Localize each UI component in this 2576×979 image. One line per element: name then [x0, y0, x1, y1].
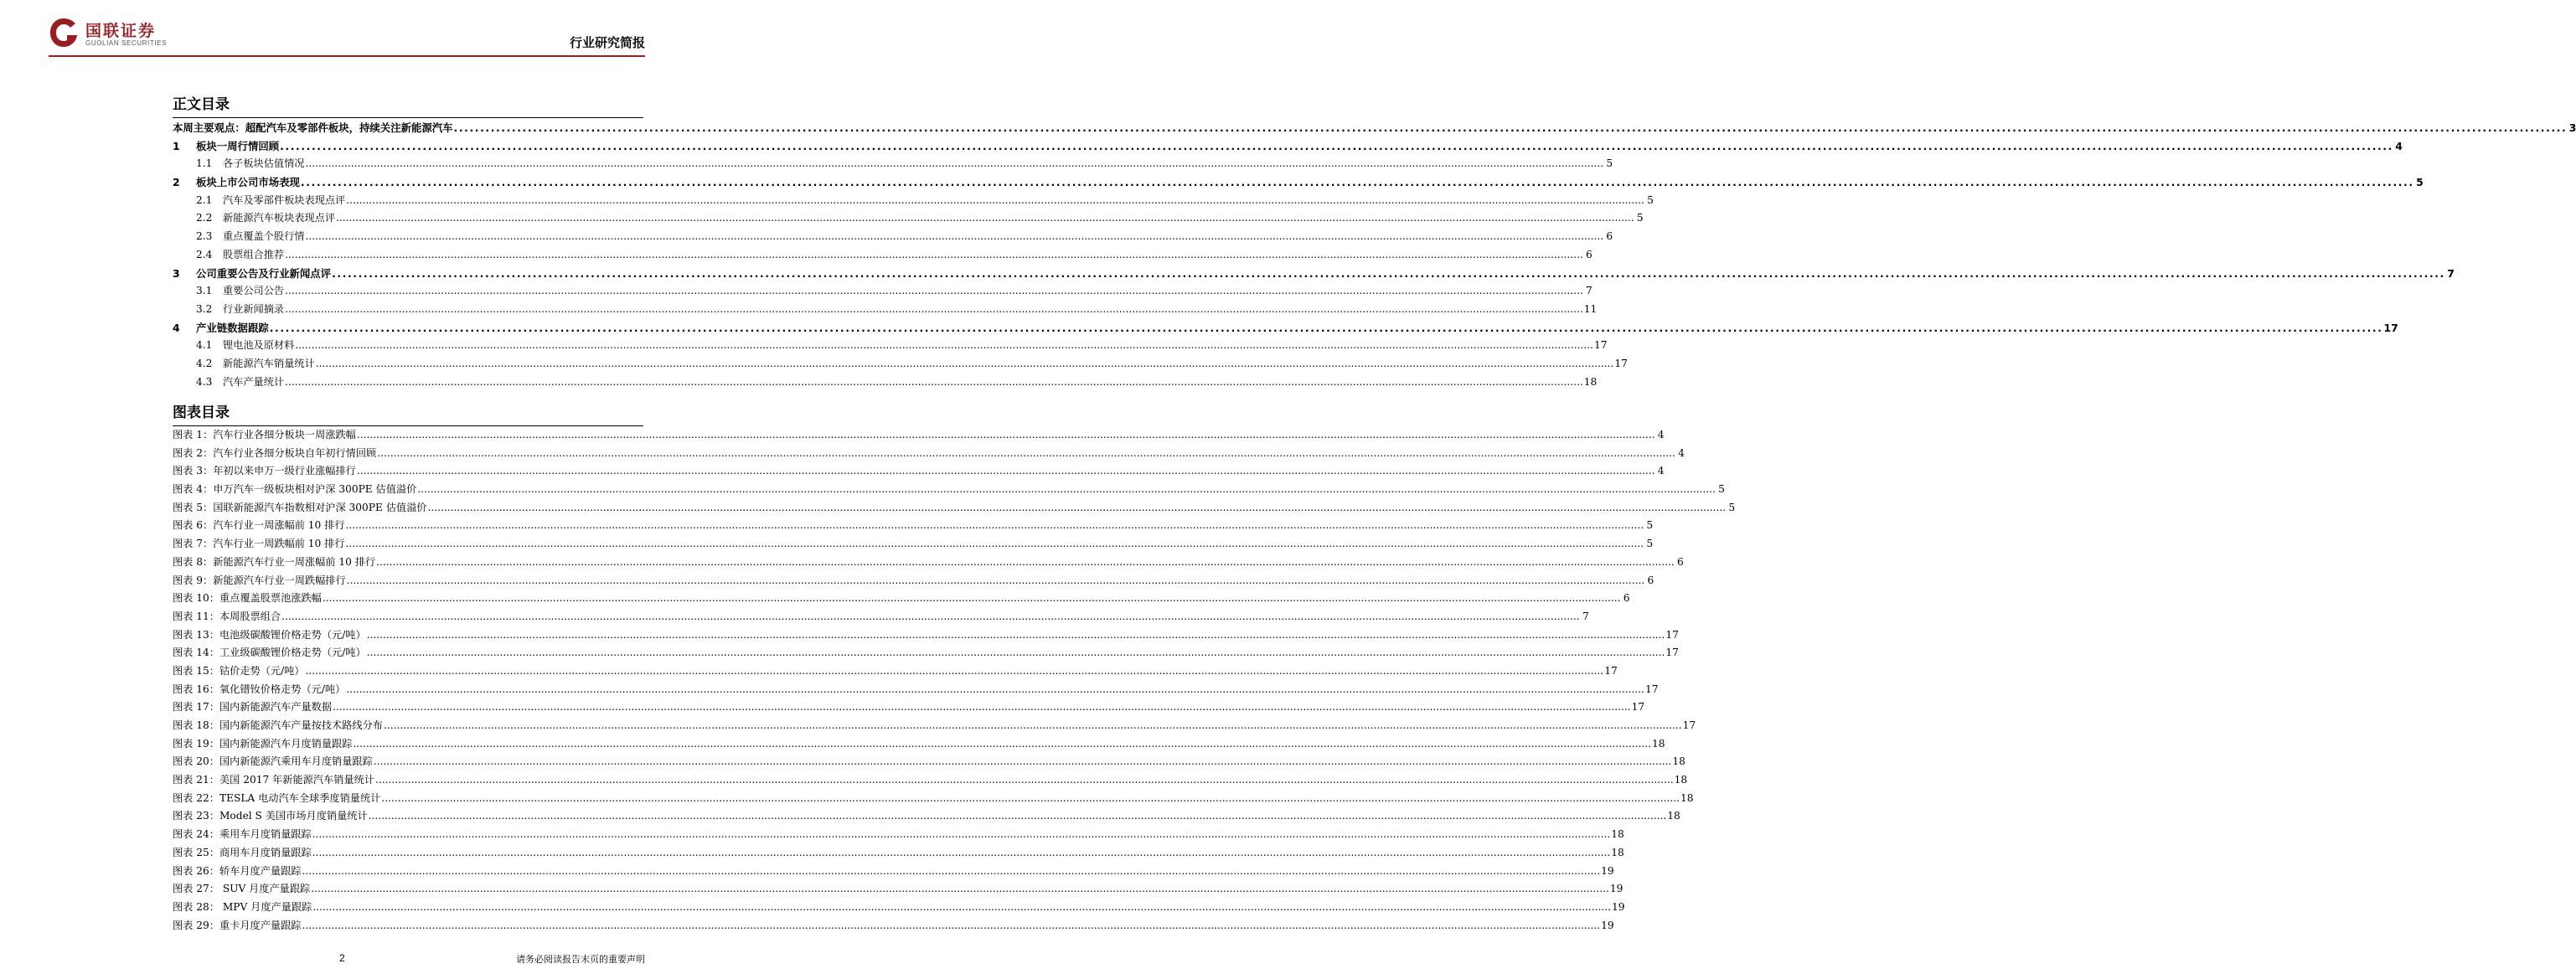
toc-entry-number: 3.2: [196, 302, 213, 315]
figure-entry[interactable]: [173, 682, 1659, 700]
page-ref: 18: [1611, 846, 1624, 858]
toc-entry-label: 公司重要公告及行业新闻点评: [196, 266, 332, 280]
page-header: [0, 0, 693, 60]
page-ref: 18: [1680, 791, 1694, 804]
figure-entry[interactable]: [173, 645, 1679, 663]
toc-entry[interactable]: [173, 174, 2424, 193]
page-ref: 17: [1644, 683, 1659, 695]
page-ref: 4: [1657, 429, 1665, 441]
figure-entry[interactable]: [173, 463, 1665, 482]
toc-entry-number: 4.3: [196, 375, 213, 388]
figure-entry-label: 图表 4：申万汽车一级板块相对沪深 300PE 估值溢价: [173, 483, 417, 496]
page-ref: 17: [1682, 719, 1696, 731]
figure-entry[interactable]: [173, 518, 1654, 536]
dot-leader: ................................................................................................................................................................................................................................................................................................................................................................................................................: [368, 810, 1667, 822]
dot-leader: ................................................................................................................................................................................................................................................................................................................................................................................................................: [333, 701, 1631, 714]
page-ref: 17: [1665, 628, 1679, 641]
figure-entry-label: 图表 27： SUV 月度产量跟踪: [173, 883, 311, 895]
page-ref: 17: [1604, 664, 1618, 677]
toc-entry[interactable]: [173, 283, 1593, 301]
figure-entry[interactable]: [173, 808, 1680, 827]
dot-leader: ................................................................................................................................................................................................................................................................................................................................................................................................................: [281, 610, 1580, 622]
dot-leader: ................................................................................................................................................................................................................................................................................................................................................................................................................: [373, 755, 1672, 768]
dot-leader: ................................................................................................................................................................................................................................................................................................................................................................................................................: [311, 883, 1609, 895]
dot-leader: ................................................................................................................................................................................................................................................................................................................................................................................................................: [336, 212, 1634, 224]
toc-entry[interactable]: [173, 210, 1644, 229]
toc-entry[interactable]: [173, 301, 1598, 320]
dot-leader: ................................................................................................................................................................................................................................................................................................................................................................................................................: [302, 919, 1601, 931]
dot-leader: ................................................................................................................................................................................................................................................................................................................................................................................................................: [332, 266, 2445, 280]
dot-leader: ................................................................................................................................................................................................................................................................................................................................................................................................................: [345, 538, 1644, 550]
page-ref: 5: [1728, 501, 1736, 513]
toc-entry-label: 行业新闻摘录: [223, 302, 285, 315]
figure-entry-label: 图表 7：汽车行业一周跌幅前 10 排行: [173, 538, 345, 550]
toc-entry-number: 4: [173, 321, 180, 334]
figure-entry[interactable]: [173, 536, 1654, 554]
toc-entry-label: 新能源汽车板块表现点评: [223, 212, 336, 224]
figure-entry-label: 图表 18：国内新能源汽车产量按技术路线分布: [173, 719, 383, 731]
figure-entry[interactable]: [173, 863, 1614, 882]
page-ref: 5: [1646, 538, 1654, 550]
page-ref: 6: [1647, 574, 1655, 586]
figure-entry[interactable]: [173, 699, 1645, 718]
dot-leader: ................................................................................................................................................................................................................................................................................................................................................................................................................: [305, 157, 1604, 170]
figure-entry-label: 图表 10：重点覆盖股票池涨跌幅: [173, 592, 322, 605]
figure-entry-label: 图表 11：本周股票组合: [173, 610, 281, 622]
dot-leader: ................................................................................................................................................................................................................................................................................................................................................................................................................: [285, 248, 1583, 260]
toc-entry[interactable]: [173, 138, 2403, 157]
toc-entry-label: 板块上市公司市场表现: [196, 176, 300, 189]
toc-entry[interactable]: [173, 337, 1608, 356]
dot-leader: ................................................................................................................................................................................................................................................................................................................................................................................................................: [300, 176, 2414, 189]
figure-entry[interactable]: [173, 899, 1625, 918]
dot-leader: ................................................................................................................................................................................................................................................................................................................................................................................................................: [302, 864, 1601, 877]
figure-entry[interactable]: [173, 627, 1679, 646]
figure-entry-label: 图表 25：商用车月度销量跟踪: [173, 846, 312, 858]
page-ref: 7: [2447, 266, 2455, 280]
dot-leader: ................................................................................................................................................................................................................................................................................................................................................................................................................: [285, 302, 1583, 315]
page-ref: 5: [2416, 176, 2424, 189]
page-ref: 17: [1614, 357, 1628, 369]
figure-entry[interactable]: [173, 845, 1624, 863]
figure-entry[interactable]: [173, 754, 1685, 772]
page-ref: 19: [1611, 900, 1625, 913]
dot-leader: ................................................................................................................................................................................................................................................................................................................................................................................................................: [353, 737, 1652, 750]
page-ref: 19: [1601, 864, 1614, 877]
dot-leader: ................................................................................................................................................................................................................................................................................................................................................................................................................: [312, 828, 1611, 841]
page-ref: 5: [1718, 483, 1725, 496]
figure-entry[interactable]: [173, 827, 1624, 845]
page-ref: 6: [1623, 592, 1630, 605]
figure-entry-label: 图表 1：汽车行业各细分板块一周涨跌幅: [173, 429, 356, 441]
page-ref: 18: [1583, 375, 1598, 388]
figure-entry-label: 图表 19：国内新能源汽车月度销量跟踪: [173, 737, 353, 750]
toc-entry[interactable]: [173, 265, 2455, 284]
page-ref: 18: [1672, 755, 1685, 768]
figure-entry-label: 图表 28： MPV 月度产量跟踪: [173, 900, 312, 913]
figure-entry[interactable]: [173, 609, 1589, 627]
page-ref: 6: [1676, 555, 1684, 568]
figure-entry-label: 图表 5：国联新能源汽车指数相对沪深 300PE 估值溢价: [173, 501, 427, 513]
page-ref: 17: [1631, 701, 1645, 714]
toc-entry-label: 新能源汽车销量统计: [223, 357, 315, 369]
toc-entry-label: 锂电池及原材料: [223, 339, 295, 352]
dot-leader: ................................................................................................................................................................................................................................................................................................................................................................................................................: [315, 357, 1614, 369]
toc-entry-label: 汽车及零部件板块表现点评: [223, 193, 346, 206]
header-divider: [49, 55, 645, 57]
figure-entry[interactable]: [173, 573, 1655, 591]
dot-leader: ................................................................................................................................................................................................................................................................................................................................................................................................................: [346, 683, 1644, 695]
dot-leader: ................................................................................................................................................................................................................................................................................................................................................................................................................: [356, 465, 1655, 477]
page-ref: 5: [1646, 519, 1654, 532]
figure-entry[interactable]: [173, 500, 1736, 518]
figures-top-rule: [173, 425, 643, 426]
figure-entry-label: 图表 13：电池级碳酸锂价格走势（元/吨）: [173, 628, 366, 641]
dot-leader: ................................................................................................................................................................................................................................................................................................................................................................................................................: [322, 592, 1621, 605]
figure-entry[interactable]: [173, 427, 1665, 446]
dot-leader: ................................................................................................................................................................................................................................................................................................................................................................................................................: [295, 339, 1593, 352]
figure-entry-label: 图表 22：TESLA 电动汽车全球季度销量统计: [173, 791, 381, 804]
figure-entry-label: 图表 21：美国 2017 年新能源汽车销量统计: [173, 774, 374, 786]
guolian-logo-icon: [49, 17, 79, 49]
toc-entry-number: 2.3: [196, 230, 213, 243]
figure-entry[interactable]: [173, 881, 1624, 899]
dot-leader: ................................................................................................................................................................................................................................................................................................................................................................................................................: [453, 121, 2568, 134]
dot-leader: ................................................................................................................................................................................................................................................................................................................................................................................................................: [383, 719, 1682, 731]
figure-entry-label: 图表 20：国内新能源汽乘用车月度销量跟踪: [173, 755, 373, 768]
toc-top-rule: [173, 117, 643, 118]
dot-leader: ................................................................................................................................................................................................................................................................................................................................................................................................................: [374, 774, 1674, 786]
figures-title: 图表目录: [173, 404, 230, 421]
page-ref: 4: [2395, 139, 2403, 152]
page-ref: 6: [1606, 230, 1613, 243]
report-type: 行业研究简报: [569, 35, 645, 50]
toc-entry-number: 3.1: [196, 285, 213, 297]
figure-entry[interactable]: [173, 554, 1684, 573]
toc-entry[interactable]: [173, 320, 2398, 338]
figure-entry[interactable]: [173, 446, 1685, 464]
logo-chinese-text: 国联证券: [85, 22, 157, 40]
page-ref: 18: [1667, 810, 1680, 822]
dot-leader: ................................................................................................................................................................................................................................................................................................................................................................................................................: [346, 193, 1644, 206]
company-logo: [49, 17, 183, 50]
dot-leader: ................................................................................................................................................................................................................................................................................................................................................................................................................: [305, 230, 1604, 243]
dot-leader: ................................................................................................................................................................................................................................................................................................................................................................................................................: [285, 285, 1583, 297]
toc-entry-number: 2.1: [196, 193, 213, 206]
toc-entry[interactable]: [173, 193, 1654, 211]
toc-entry-number: 2.4: [196, 248, 213, 260]
dot-leader: ................................................................................................................................................................................................................................................................................................................................................................................................................: [376, 555, 1675, 568]
figure-entry[interactable]: [173, 791, 1694, 809]
toc-entry-label: 汽车产量统计: [223, 375, 285, 388]
page-ref: 3: [2568, 121, 2576, 134]
figure-entry-label: 图表 2：汽车行业各细分板块自年初行情回顾: [173, 446, 377, 459]
figure-entry-label: 图表 3：年初以来申万一级行业涨幅排行: [173, 465, 356, 477]
toc-entry-label: 本周主要观点：超配汽车及零部件板块，持续关注新能源汽车: [173, 121, 453, 134]
page-ref: 18: [1652, 737, 1665, 750]
toc-entry-number: 2.2: [196, 212, 213, 224]
dot-leader: ................................................................................................................................................................................................................................................................................................................................................................................................................: [312, 900, 1611, 913]
page-ref: 6: [1585, 248, 1593, 260]
dot-leader: ................................................................................................................................................................................................................................................................................................................................................................................................................: [346, 574, 1645, 586]
toc-entry-label: 重要公司公告: [223, 285, 285, 297]
dot-leader: ................................................................................................................................................................................................................................................................................................................................................................................................................: [280, 139, 2393, 152]
toc-entry-label: 各子板块估值情况: [223, 157, 305, 170]
page-ref: 5: [1636, 212, 1644, 224]
toc-entry[interactable]: [173, 374, 1598, 393]
page-ref: 19: [1609, 883, 1624, 895]
dot-leader: ................................................................................................................................................................................................................................................................................................................................................................................................................: [305, 664, 1604, 677]
figure-entry[interactable]: [173, 718, 1696, 736]
figure-entry-label: 图表 17：国内新能源汽车产量数据: [173, 701, 333, 714]
toc-entry-label: 股票组合推荐: [223, 248, 285, 260]
dot-leader: ................................................................................................................................................................................................................................................................................................................................................................................................................: [366, 647, 1665, 659]
page-number: 2: [339, 952, 345, 964]
figure-entry-label: 图表 15：钴价走势（元/吨）: [173, 664, 305, 677]
dot-leader: ................................................................................................................................................................................................................................................................................................................................................................................................................: [427, 501, 1727, 513]
toc-entry[interactable]: [173, 247, 1593, 265]
logo-english-text: GUOLIAN SECURITIES: [85, 39, 168, 47]
page-ref: 17: [2383, 321, 2398, 334]
figure-entry-label: 图表 8：新能源汽车行业一周涨幅前 10 排行: [173, 555, 376, 568]
toc-entry-label: 产业链数据跟踪: [196, 321, 269, 334]
dot-leader: ................................................................................................................................................................................................................................................................................................................................................................................................................: [285, 375, 1583, 388]
page-ref: 17: [1665, 647, 1679, 659]
figure-entry-label: 图表 26：轿车月度产量跟踪: [173, 864, 302, 877]
dot-leader: ................................................................................................................................................................................................................................................................................................................................................................................................................: [269, 321, 2383, 334]
figure-entry[interactable]: [173, 590, 1630, 609]
page-ref: 18: [1611, 828, 1624, 841]
figure-entry-label: 图表 14：工业级碳酸锂价格走势（元/吨）: [173, 647, 366, 659]
figure-entry[interactable]: [173, 772, 1688, 791]
page-ref: 7: [1582, 610, 1589, 622]
dot-leader: ................................................................................................................................................................................................................................................................................................................................................................................................................: [345, 519, 1644, 532]
toc-entry-label: 重点覆盖个股行情: [223, 230, 305, 243]
figure-entry[interactable]: [173, 663, 1618, 682]
toc-entry[interactable]: [173, 356, 1628, 374]
toc-entry-number: 4.1: [196, 339, 213, 352]
dot-leader: ................................................................................................................................................................................................................................................................................................................................................................................................................: [366, 628, 1665, 641]
table-of-contents: [173, 120, 2576, 392]
figure-entry[interactable]: [173, 736, 1665, 755]
toc-entry[interactable]: [173, 156, 1613, 174]
page-ref: 19: [1601, 919, 1614, 931]
figure-entry-label: 图表 16：氧化镨钕价格走势（元/吨）: [173, 683, 346, 695]
figure-entry-label: 图表 23：Model S 美国市场月度销量统计: [173, 810, 368, 822]
toc-title: 正文目录: [173, 96, 230, 113]
figure-entry-label: 图表 24：乘用车月度销量跟踪: [173, 828, 312, 841]
page-ref: 4: [1657, 465, 1665, 477]
disclaimer-note: 请务必阅读报告末页的重要声明: [516, 954, 645, 965]
toc-entry[interactable]: [173, 229, 1613, 247]
page-ref: 11: [1583, 302, 1598, 315]
page-ref: 5: [1606, 157, 1613, 170]
toc-entry-number: 2: [173, 176, 180, 189]
figure-entry-label: 图表 9：新能源汽车行业一周跌幅排行: [173, 574, 346, 586]
toc-entry-number: 1.1: [196, 157, 213, 170]
dot-leader: ................................................................................................................................................................................................................................................................................................................................................................................................................: [356, 429, 1655, 441]
toc-entry-number: 1: [173, 139, 180, 152]
page-ref: 4: [1678, 446, 1685, 459]
dot-leader: ................................................................................................................................................................................................................................................................................................................................................................................................................: [312, 846, 1611, 858]
figure-entry-label: 图表 29：重卡月度产量跟踪: [173, 919, 302, 931]
toc-entry[interactable]: [173, 120, 2576, 138]
toc-entry-number: 4.2: [196, 357, 213, 369]
figure-entry[interactable]: [173, 918, 1614, 936]
figure-entry-label: 图表 6：汽车行业一周涨幅前 10 排行: [173, 519, 345, 532]
toc-entry-label: 板块一周行情回顾: [196, 139, 280, 152]
dot-leader: ................................................................................................................................................................................................................................................................................................................................................................................................................: [381, 791, 1680, 804]
page-ref: 17: [1593, 339, 1608, 352]
list-of-figures: [173, 427, 1736, 935]
figure-entry[interactable]: [173, 482, 1725, 500]
dot-leader: ................................................................................................................................................................................................................................................................................................................................................................................................................: [417, 483, 1716, 496]
toc-entry-number: 3: [173, 266, 180, 280]
dot-leader: ................................................................................................................................................................................................................................................................................................................................................................................................................: [377, 446, 1675, 459]
page-ref: 18: [1674, 774, 1688, 786]
page-ref: 5: [1647, 193, 1654, 206]
page-ref: 7: [1585, 285, 1593, 297]
